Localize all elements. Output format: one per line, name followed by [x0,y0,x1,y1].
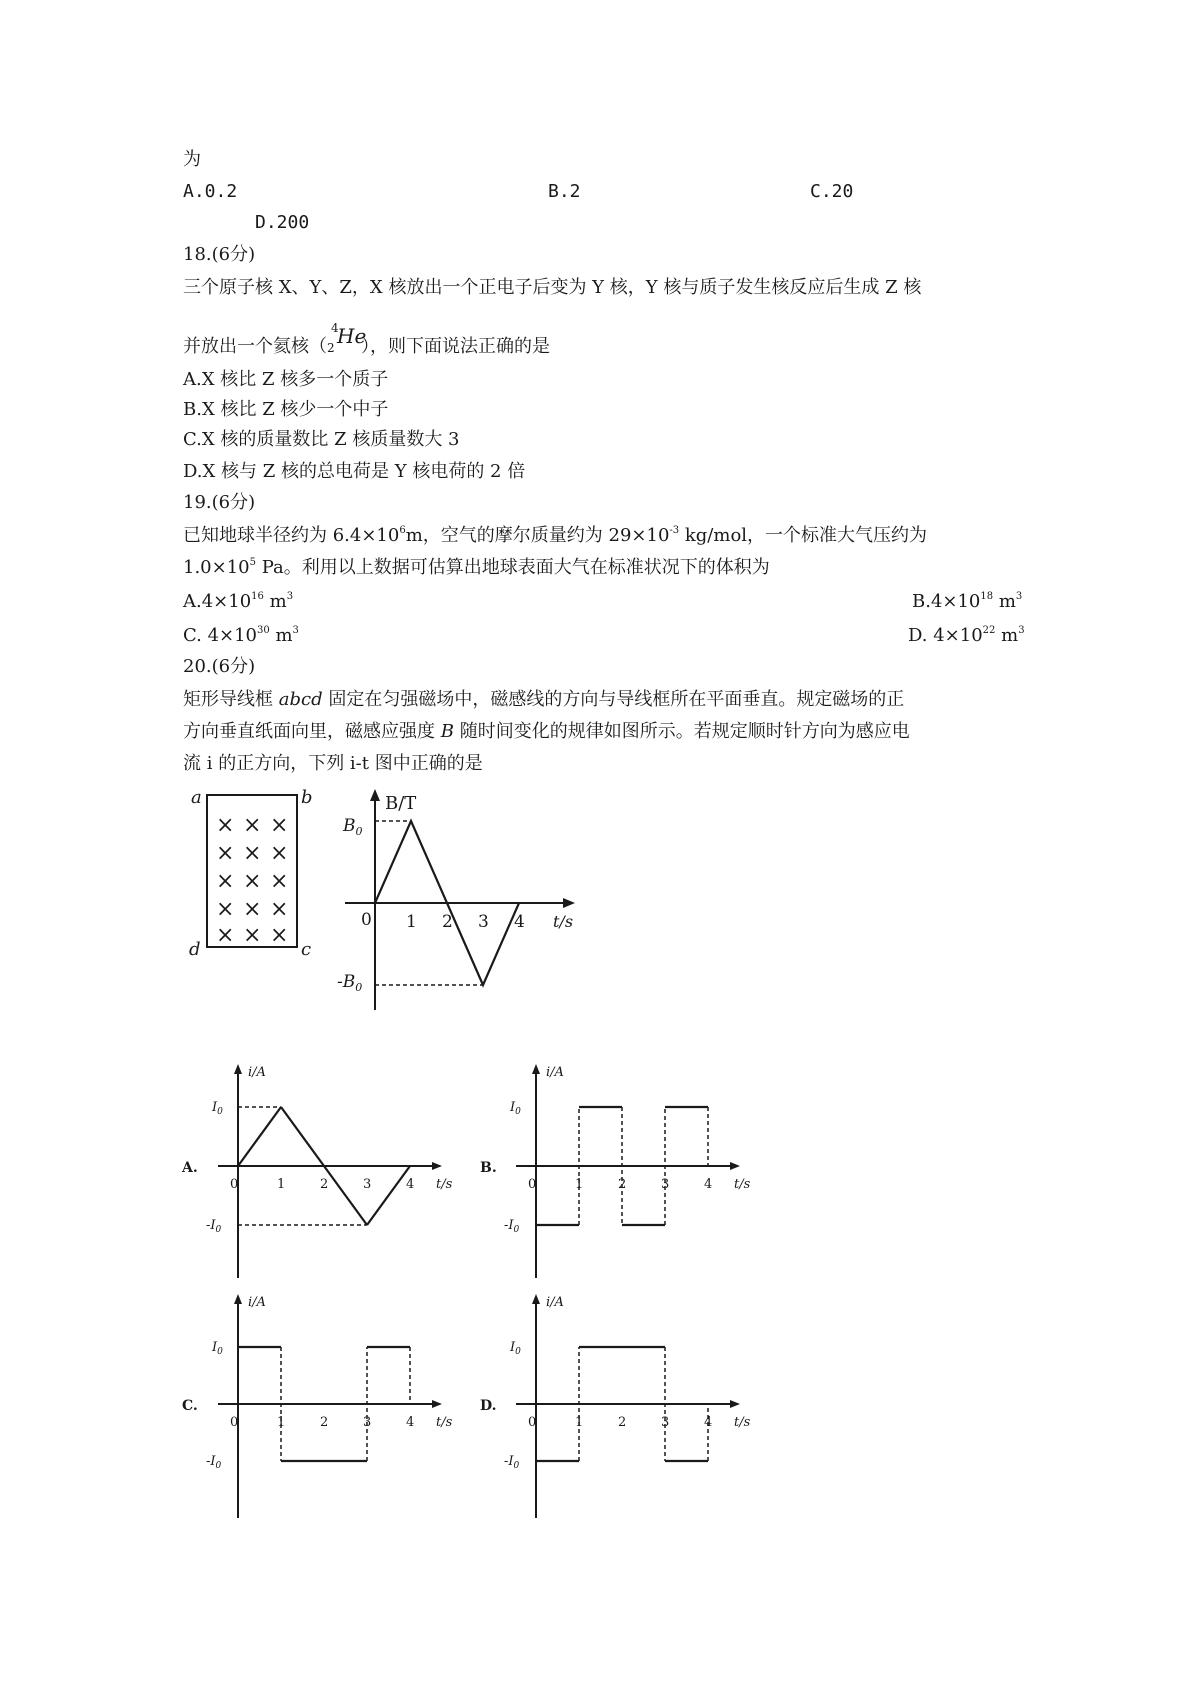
graph-C-ylabel: i/A [248,1295,266,1310]
field-cross-9: × [216,897,235,922]
graph-D-xlabel: t/s [734,1415,751,1430]
graph-B-y-arrow [532,1064,540,1074]
q19-l2-b: Pa。利用以上数据可估算出地球表面大气在标准状况下的体积为 [256,557,770,578]
bt-y-arrow [370,789,380,801]
q20-l2-a: 方向垂直纸面向里，磁感应强度 [183,721,441,742]
graph-D-tick-4: 4 [704,1415,713,1430]
q20-stem-line1 [183,688,904,712]
field-cross-5: × [270,841,289,866]
q19-header: 19.(6分) [183,492,256,513]
q19-d-pre: D. 4×10 [908,625,983,646]
graph-B-ylabel: i/A [546,1065,564,1080]
graph-A-tick-4: 4 [406,1177,415,1192]
graph-D-pos-sub: 0 [515,1347,521,1357]
q19-l1-c: kg/mol，一个标准大气压约为 [679,525,928,546]
q19-a-pre: A.4×10 [183,591,252,612]
graph-D-neg-label [504,1454,520,1471]
field-cross-2: × [270,813,289,838]
q19-option-a [183,590,293,614]
graph-C-x-arrow [432,1400,442,1408]
q19-d-exp: 22 [982,625,996,636]
bt-xlabel: t/s [553,912,574,931]
q18-stem-line2-b: ），则下面说法正确的是 [361,336,550,357]
magnetic-field-crosses [216,813,288,948]
graph-D-pos-text: I [510,1340,516,1355]
graph-A-x-arrow [432,1162,442,1170]
q18-option-c: C.X 核的质量数比 Z 核质量数大 3 [183,429,460,450]
bt-neg-sub: 0 [355,981,363,994]
graph-C-origin: 0 [230,1415,239,1430]
he-charge-number: 2 [327,341,335,355]
q18-option-d: D.X 核与 Z 核的总电荷是 Y 核电荷的 2 倍 [183,461,526,482]
q20-l1-b: 固定在匀强磁场中，磁感线的方向与导线框所在平面垂直。规定磁场的正 [322,689,905,710]
graph-A-neg-label [206,1218,222,1235]
bt-ylabel: B/T [385,793,417,814]
graph-B-pos-label [509,1100,521,1117]
q19-option-b [912,590,1022,614]
graph-A-tick-2: 2 [320,1177,329,1192]
wire-frame-figure [185,785,325,965]
graph-A-option-letter: A. [182,1160,198,1176]
graph-C-neg-label [206,1454,222,1471]
graph-D-y-arrow [532,1294,540,1304]
field-cross-10: × [243,897,262,922]
q17-option-b: B.2 [548,181,581,202]
bt-neg-label [337,972,362,994]
q18-stem-line2 [183,321,550,359]
graph-B-neg-label [504,1218,520,1235]
q19-a-unit-exp: 3 [286,591,294,602]
graph-A-segment-3 [367,1166,410,1225]
graph-A-pos-label [211,1100,223,1117]
q20-stem-line3: 流 i 的正方向，下列 i-t 图中正确的是 [183,753,483,774]
graph-D-tick-3: 3 [661,1415,670,1430]
helium-nucleus-symbol [327,321,367,358]
q17-option-d: D.200 [255,212,310,233]
graph-A-y-arrow [234,1064,242,1074]
b-t-graph [335,785,585,1020]
graph-B-option-letter: B. [480,1160,497,1176]
graph-D-tick-1: 1 [575,1415,584,1430]
graph-C-tick-3: 3 [363,1415,372,1430]
graph-A-ylabel: i/A [248,1065,266,1080]
q19-stem-line2 [183,556,770,580]
bt-pos-text: B [343,816,356,836]
option-a-graph [180,1060,465,1285]
graph-C-neg-text: -I [206,1454,216,1469]
graph-C-pos-label [211,1340,223,1357]
graph-A-segment-2 [324,1166,367,1225]
field-cross-1: × [243,813,262,838]
q19-b-pre: B.4×10 [912,591,981,612]
field-cross-14: × [270,923,289,948]
q20-l2-b: 随时间变化的规律如图所示。若规定顺时针方向为感应电 [453,721,910,742]
graph-A-segment-0 [238,1107,281,1166]
bt-tick-1: 1 [406,912,417,932]
graph-A-neg-text: -I [206,1218,216,1233]
bt-pos-sub: 0 [355,825,363,838]
q19-option-c [183,624,299,648]
q18-option-b: B.X 核比 Z 核少一个中子 [183,399,389,420]
he-mass-number: 4 [331,321,339,335]
q19-c-pre: C. 4×10 [183,625,258,646]
q17-stem-tail: 为 [183,149,201,170]
field-cross-3: × [216,841,235,866]
graph-D-neg-sub: 0 [513,1461,520,1471]
q19-stem-line1 [183,524,927,548]
q19-c-unit-exp: 3 [292,625,299,636]
q19-l2-exp: 5 [249,557,256,568]
graph-D-pos-label [509,1340,521,1357]
q19-c-exp: 30 [257,625,270,636]
label-a: a [191,787,202,808]
bt-x-arrow [563,898,575,908]
graph-D-x-arrow [730,1400,740,1408]
q18-header: 18.(6分) [183,244,256,265]
field-cross-8: × [270,869,289,894]
label-c: c [301,939,312,960]
q20-B: B [440,721,454,742]
graph-B-pos-sub: 0 [515,1107,521,1117]
graph-D-neg-text: -I [504,1454,514,1469]
bt-origin: 0 [361,910,372,930]
graph-B-tick-3: 3 [661,1177,670,1192]
bt-tick-4: 4 [514,912,525,932]
graph-D-option-letter: D. [480,1398,497,1414]
q19-b-unit: m [993,591,1016,612]
q19-l1-a: 已知地球半径约为 6.4×10 [183,525,400,546]
q18-stem-line2-a: 并放出一个氦核（ [183,336,327,357]
q19-a-unit: m [263,591,287,612]
q19-l1-exp2: -3 [669,525,680,536]
graph-C-tick-4: 4 [406,1415,415,1430]
he-symbol: He [337,324,367,348]
graph-C-y-arrow [234,1294,242,1304]
field-cross-7: × [243,869,262,894]
bt-neg-text: -B [337,972,356,992]
graph-B-tick-4: 4 [704,1177,713,1192]
graph-C-neg-sub: 0 [215,1461,222,1471]
option-c-graph [180,1290,465,1525]
q17-option-a: A.0.2 [183,181,238,202]
q19-l1-exp1: 6 [399,525,406,536]
option-b-graph [478,1060,763,1285]
graph-B-pos-text: I [510,1100,516,1115]
graph-A-tick-1: 1 [277,1177,286,1192]
graph-B-tick-2: 2 [618,1177,627,1192]
q17-option-c: C.20 [810,181,854,202]
graph-D-origin: 0 [528,1415,537,1430]
graph-A-xlabel: t/s [436,1177,453,1192]
option-d-graph [478,1290,763,1525]
q19-l1-b: m，空气的摩尔质量约为 29×10 [405,525,670,546]
field-cross-13: × [243,923,262,948]
graph-A-neg-sub: 0 [215,1225,222,1235]
graph-C-tick-1: 1 [277,1415,286,1430]
q19-option-d [908,624,1025,648]
label-b: b [301,787,313,808]
graph-C-option-letter: C. [182,1398,198,1414]
bt-tick-3: 3 [478,912,489,932]
q18-option-a: A.X 核比 Z 核多一个质子 [183,369,389,390]
graph-A-pos-text: I [212,1100,218,1115]
field-cross-4: × [243,841,262,866]
graph-C-pos-text: I [212,1340,218,1355]
label-d: d [189,939,201,960]
q20-stem-line2 [183,720,910,744]
bt-tick-2: 2 [442,912,453,932]
q19-b-exp: 18 [980,591,994,602]
field-cross-0: × [216,813,235,838]
graph-A-tick-3: 3 [363,1177,372,1192]
q20-abcd: abcd [278,689,323,710]
graph-B-origin: 0 [528,1177,537,1192]
graph-C-pos-sub: 0 [217,1347,223,1357]
q18-stem-line1: 三个原子核 X、Y、Z，X 核放出一个正电子后变为 Y 核，Y 核与质子发生核反应后生成 Z 核 [183,277,922,298]
graph-B-x-arrow [730,1162,740,1170]
q20-l1-a: 矩形导线框 [183,689,279,710]
graph-C-tick-2: 2 [320,1415,329,1430]
q19-l2-a: 1.0×10 [183,557,250,578]
bt-pos-label [342,816,363,838]
graph-D-tick-2: 2 [618,1415,627,1430]
q20-header: 20.(6分) [183,656,256,677]
field-cross-6: × [216,869,235,894]
graph-D-ylabel: i/A [546,1295,564,1310]
graph-B-neg-text: -I [504,1218,514,1233]
q19-c-unit: m [269,625,293,646]
q19-b-unit-exp: 3 [1015,591,1023,602]
graph-B-tick-1: 1 [575,1177,584,1192]
graph-B-neg-sub: 0 [513,1225,520,1235]
field-cross-11: × [270,897,289,922]
field-cross-12: × [216,923,235,948]
graph-A-origin: 0 [230,1177,239,1192]
q19-d-unit: m [995,625,1019,646]
graph-A-pos-sub: 0 [217,1107,223,1117]
q19-d-unit-exp: 3 [1018,625,1025,636]
q19-a-exp: 16 [251,591,264,602]
graph-B-xlabel: t/s [734,1177,751,1192]
graph-A-segment-1 [281,1107,324,1166]
graph-C-xlabel: t/s [436,1415,453,1430]
